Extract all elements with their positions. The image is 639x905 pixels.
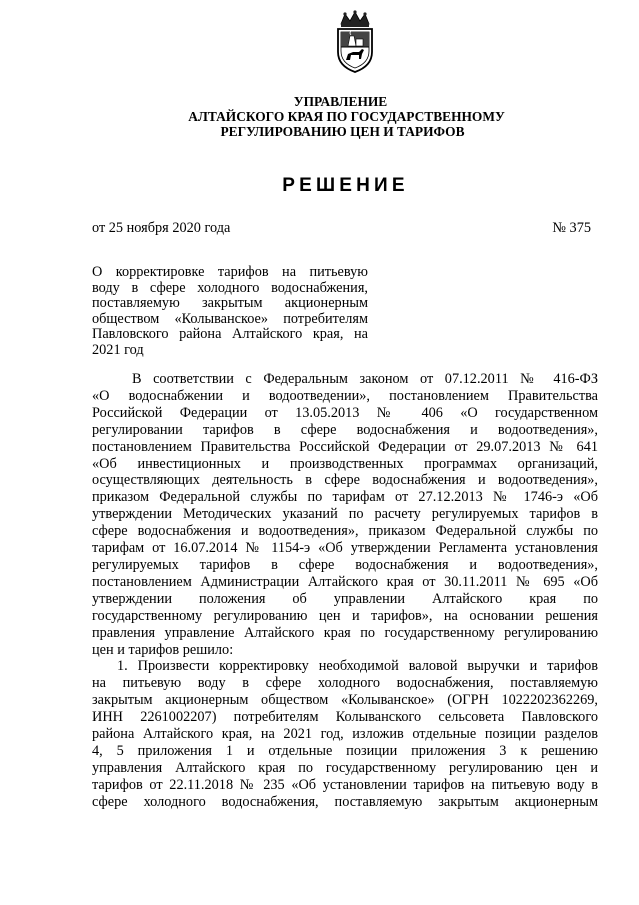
document-number: № 375 — [552, 220, 591, 236]
org-line-3: РЕГУЛИРОВАНИЮ ЦЕН И ТАРИФОВ — [220, 124, 465, 139]
document-title: РЕШЕНИЕ — [282, 175, 409, 196]
body-line: управления Алтайского края по государственному регулированию цен и — [92, 759, 598, 776]
document-date: от 25 ноября 2020 года — [92, 220, 231, 236]
document-body — [92, 371, 598, 811]
body-line: 4, 5 приложения 1 и отдельные позиции приложения 3 к решению — [92, 742, 598, 759]
body-line: тарифов от 22.11.2018 № 235 «Об установлении тарифов на питьевую воду в — [92, 776, 598, 793]
body-line: закрытым акционерным обществом «Колыванское» (ОГРН 1022202362269, — [92, 692, 598, 709]
body-line: осуществляющих деятельность в сфере водоснабжения и водоотведения», — [92, 472, 598, 489]
subject-line: поставляемую закрытым акционерным — [92, 295, 368, 312]
body-line: района Алтайского края, на 2021 год, изложив отдельные позиции разделов — [92, 726, 598, 743]
subject-line: О корректировке тарифов на питьевую — [92, 264, 368, 280]
body-line: цен и тарифов решило: — [92, 641, 234, 658]
body-line: Российской Федерации от 13.05.2013 № 406 «О государственном — [92, 404, 598, 421]
body-line: приказом Федеральной службы по тарифам от 27.12.2013 № 1746-э «Об — [92, 489, 598, 506]
org-name — [0, 94, 639, 139]
body-line: 1. Произвести корректировку необходимой валовой выручки и тарифов — [117, 658, 598, 675]
coat-of-arms-icon — [331, 10, 379, 76]
body-line: сфере водоснабжения и водоотведения», приказом Федеральной службы по — [92, 523, 598, 540]
body-line: на питьевую воду в сфере холодного водоснабжения, поставляемую — [92, 675, 598, 692]
org-line-1: УПРАВЛЕНИЕ — [293, 94, 388, 109]
body-line: ИНН 2261002207) потребителям Колыванского сельсовета Павловского — [92, 709, 598, 726]
document-subject — [92, 265, 368, 359]
body-line: постановлением Администрации Алтайского края от 30.11.2011 № 695 «Об — [92, 573, 598, 590]
body-line: постановлением Правительства Российской Федерации от 29.07.2013 № 641 — [92, 438, 598, 455]
body-line: «О водоснабжении и водоотведении», постановлением Правительства — [92, 387, 598, 404]
body-line: утверждении Методических указаний по расчету регулируемых тарифов в — [92, 506, 598, 523]
body-line: «Об инвестиционных и производственных программах организаций, — [92, 455, 598, 472]
body-line: В соответствии с Федеральным законом от 07.12.2011 № 416-ФЗ — [132, 371, 598, 387]
body-line: сфере холодного водоснабжения, поставляемую закрытым акционерным — [92, 793, 598, 810]
subject-line: воду в сфере холодного водоснабжения, — [92, 279, 368, 296]
body-line: государственному регулированию цен и тарифов», на основании решения — [92, 607, 598, 624]
subject-line: Павловского района Алтайского края, на — [92, 326, 368, 343]
body-line: тарифам от 16.07.2014 № 1154-э «Об утверждении Регламента установления — [92, 540, 598, 557]
body-line: регулируемых тарифов в сфере водоснабжения и водоотведения», — [92, 556, 598, 573]
body-line: правления управление Алтайского края по государственному регулированию — [92, 624, 598, 641]
subject-line: обществом «Колыванское» потребителям — [92, 310, 368, 327]
body-line: утверждении положения об управлении Алтайского края по — [92, 590, 598, 607]
subject-line: 2021 год — [92, 341, 144, 358]
org-line-2: АЛТАЙСКОГО КРАЯ ПО ГОСУДАРСТВЕННОМУ — [188, 109, 505, 124]
body-line: регулировании тарифов в сфере водоснабжения и водоотведения», — [92, 421, 598, 438]
